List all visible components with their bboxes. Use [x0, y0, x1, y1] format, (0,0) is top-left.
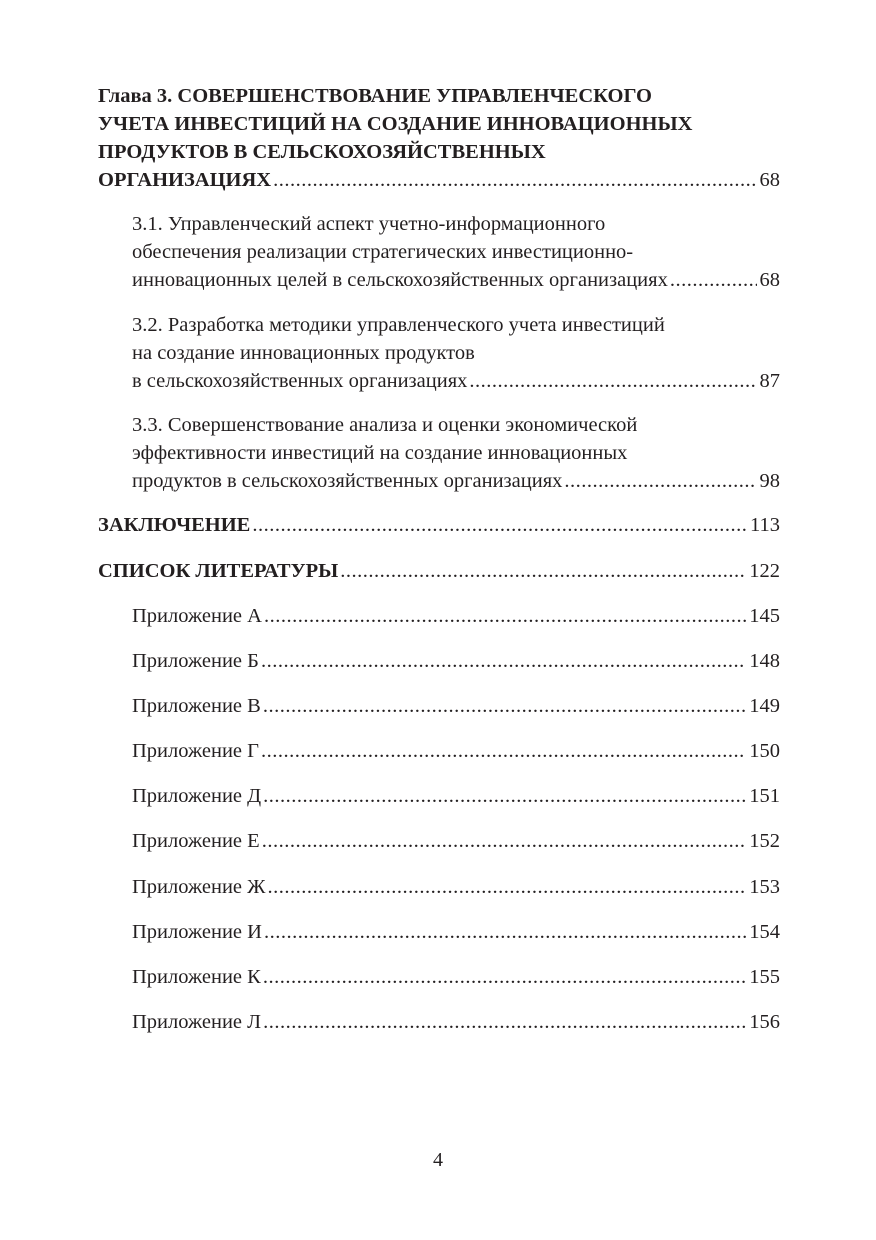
page-ref: 156 [749, 1011, 780, 1033]
appendix-title: Приложение В [132, 695, 261, 717]
toc-entry-appendix-zh[interactable] [132, 873, 780, 901]
toc-entry-appendix-e[interactable] [132, 827, 780, 855]
toc-entry-chapter3[interactable] [98, 166, 780, 194]
appendix-title: Приложение А [132, 605, 262, 627]
dot-leader [264, 602, 746, 630]
section-3-3-line-3: продуктов в сельскохозяйственных организациях [132, 470, 563, 492]
section-3-2-line-3: в сельскохозяйственных организациях [132, 370, 468, 392]
dot-leader [340, 557, 746, 585]
section-3-1-line-1: 3.1. Управленческий аспект учетно-информационного [132, 213, 606, 235]
section-3-3-line-2: эффективности инвестиций на создание инновационных [132, 442, 628, 464]
section-3-3-line-1: 3.3. Совершенствование анализа и оценки экономической [132, 414, 638, 436]
appendix-title: Приложение И [132, 921, 262, 943]
toc-entry-references[interactable] [98, 557, 780, 585]
page-ref: 152 [749, 830, 780, 852]
toc-entry-appendix-k[interactable] [132, 963, 780, 991]
page-ref: 68 [759, 269, 780, 291]
chapter3-title-line-4: ОРГАНИЗАЦИЯХ [98, 169, 272, 191]
toc-entry-appendix-l[interactable] [132, 1008, 780, 1036]
toc-entry-section-3-1[interactable] [132, 266, 780, 294]
page-ref: 149 [749, 695, 780, 717]
appendix-title: Приложение Л [132, 1011, 262, 1033]
appendix-title: Приложение Г [132, 740, 260, 762]
toc-entry-appendix-i[interactable] [132, 918, 780, 946]
section-3-1-line-3: инновационных целей в сельскохозяйственных организациях [132, 269, 668, 291]
page-ref: 148 [749, 650, 780, 672]
chapter3-title-line-2: УЧЕТА ИНВЕСТИЦИЙ НА СОЗДАНИЕ ИННОВАЦИОННЫХ [98, 113, 693, 135]
appendix-title: Приложение К [132, 966, 261, 988]
page-ref: 122 [749, 560, 780, 582]
section-3-2-line-2: на создание инновационных продуктов [132, 342, 475, 364]
dot-leader [263, 692, 746, 720]
dot-leader [263, 1008, 746, 1036]
section-3-2-line-1: 3.2. Разработка методики управленческого учета инвестиций [132, 314, 665, 336]
conclusion-title: ЗАКЛЮЧЕНИЕ [98, 514, 251, 536]
dot-leader [252, 511, 747, 539]
appendix-title: Приложение Ж [132, 876, 266, 898]
dot-leader [262, 827, 747, 855]
references-title: СПИСОК ЛИТЕРАТУРЫ [98, 560, 339, 582]
dot-leader [261, 647, 746, 675]
appendix-title: Приложение Б [132, 650, 259, 672]
dot-leader [264, 918, 746, 946]
page-ref: 87 [759, 370, 780, 392]
page-ref: 154 [749, 921, 780, 943]
page-ref: 151 [749, 785, 780, 807]
toc-entry-appendix-d[interactable] [132, 782, 780, 810]
dot-leader [670, 266, 757, 294]
toc-entry-appendix-a[interactable] [132, 602, 780, 630]
chapter3-title-line-3: ПРОДУКТОВ В СЕЛЬСКОХОЗЯЙСТВЕННЫХ [98, 141, 546, 163]
dot-leader [263, 963, 746, 991]
page-ref: 145 [749, 605, 780, 627]
chapter3-title-line-1: Глава 3. СОВЕРШЕНСТВОВАНИЕ УПРАВЛЕНЧЕСКОГО [98, 85, 652, 107]
page-ref: 150 [749, 740, 780, 762]
page-ref: 98 [759, 470, 780, 492]
toc-entry-appendix-g[interactable] [132, 737, 780, 765]
page-ref: 113 [750, 514, 780, 536]
page-number: 4 [433, 1149, 443, 1171]
toc-entry-section-3-2[interactable] [132, 367, 780, 395]
toc-entry-section-3-3[interactable] [132, 467, 780, 495]
toc-entry-conclusion[interactable] [98, 511, 780, 539]
dot-leader [263, 782, 746, 810]
section-3-1-line-2: обеспечения реализации стратегических инвестиционно- [132, 241, 634, 263]
appendix-title: Приложение Д [132, 785, 262, 807]
dot-leader [268, 873, 747, 901]
appendix-title: Приложение Е [132, 830, 260, 852]
dot-leader [273, 166, 756, 194]
page-ref: 68 [759, 169, 780, 191]
dot-leader [261, 737, 746, 765]
toc-entry-appendix-b[interactable] [132, 647, 780, 675]
dot-leader [564, 467, 756, 495]
toc-entry-appendix-v[interactable] [132, 692, 780, 720]
page-ref: 153 [749, 876, 780, 898]
dot-leader [469, 367, 756, 395]
page-ref: 155 [749, 966, 780, 988]
